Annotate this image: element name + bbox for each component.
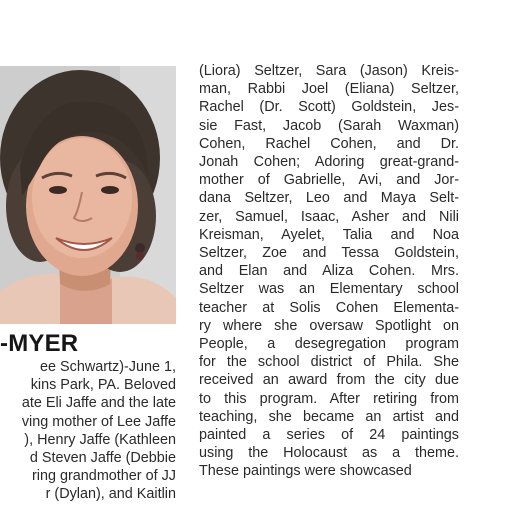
text-line: Cohen, Rachel Cohen, and Dr. [199,135,459,152]
text-line: ry where she oversaw Spotlight on [199,317,459,334]
portrait-illustration [0,66,176,324]
obituary-headline: -MYER [0,330,79,357]
text-line: These paintings were showcased [199,463,412,480]
text-line: to this program. After retiring from [199,390,459,407]
text-line: Jonah Cohen; Adoring great-grand- [199,154,459,171]
text-line: d Steven Jaffe (Debbie [29,450,176,467]
text-line: ring grandmother of JJ [32,468,176,485]
text-line: received an award from the city due [199,372,459,389]
text-line: r (Dylan), and Kaitlin [45,486,176,503]
text-line: Rachel (Dr. Scott) Goldstein, Jes- [199,99,459,116]
text-line: painted a series of 24 paintings [199,427,459,444]
text-line: kins Park, PA. Beloved [30,377,176,394]
text-line: ee Schwartz)-June 1, [40,359,176,375]
right-column-text [199,62,459,481]
text-line: sie Fast, Jacob (Sarah Waxman) [199,117,459,134]
text-line: for the school district of Phila. She [199,354,459,371]
text-line: zer, Samuel, Isaac, Asher and Nili [199,208,459,225]
text-line: teaching, she became an artist and [199,408,459,425]
text-line: Kreisman, Ayelet, Talia and Noa [199,226,459,243]
text-line: teacher at Solis Cohen Elementa- [199,299,459,316]
text-line: mother of Gabrielle, Avi, and Jor- [199,172,459,189]
left-column-text [0,358,176,504]
text-line: ), Henry Jaffe (Kathleen [24,431,176,448]
text-line: Seltzer was an Elementary school [199,281,459,298]
text-line: People, a desegregation program [199,336,459,353]
text-line: Seltzer, Zoe and Tessa Goldstein, [199,245,459,262]
text-line: ving mother of Lee Jaffe [21,413,176,430]
text-line: man, Rabbi Joel (Eliana) Seltzer, [199,81,459,98]
text-line: ate Eli Jaffe and the late [21,395,176,412]
text-line: dana Seltzer, Leo and Maya Selt- [199,190,459,207]
text-line: and Elan and Aliza Cohen. Mrs. [199,263,459,280]
text-line: using the Holocaust as a theme. [199,445,459,462]
text-line: (Liora) Seltzer, Sara (Jason) Kreis- [199,63,459,79]
portrait-photo [0,66,176,324]
